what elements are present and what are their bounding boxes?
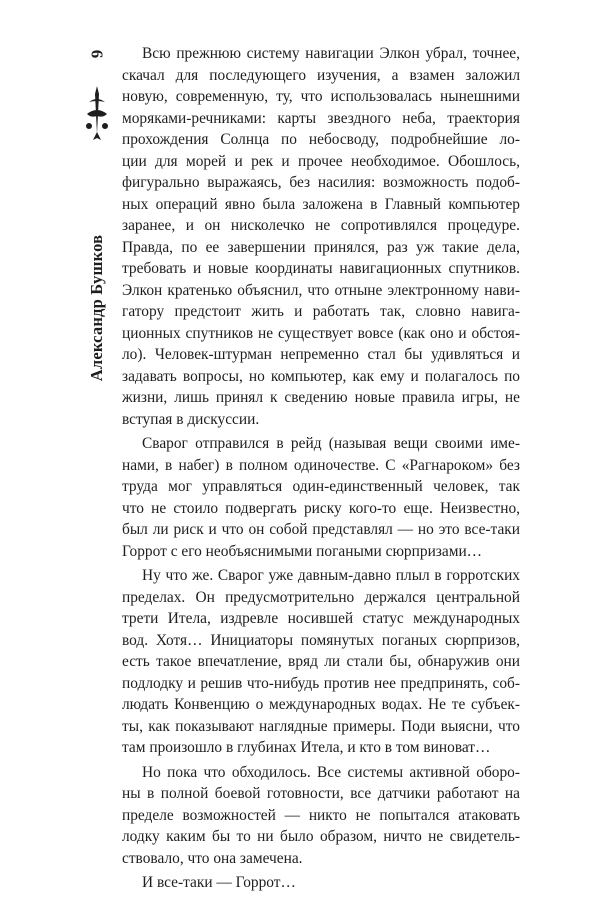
text-line: задавать вопросы, но компьютер, как ему и полагалось по (122, 367, 520, 385)
text-line: пределе возможностей — никто не попытался атаковать (122, 806, 520, 824)
running-head-author: Александр Бушков (87, 234, 106, 382)
text-line: Сварог отправился в рейд (называя вещи своими име- (142, 435, 520, 452)
text-line: был ли риск и что он собой представлял — но это все-таки (122, 521, 520, 538)
body-text (122, 43, 520, 897)
text-line: гатору предстоит жить и работать так, словно навига- (122, 303, 520, 320)
text-line: ствовало, что она замечена. (122, 849, 303, 867)
text-line: прохождения Солнца по небосводу, подробнейшие ло- (122, 131, 520, 148)
text-line: ло). Человек-штурман непременно стал бы удивляться и (122, 346, 520, 363)
text-line: Ну что же. Сварог уже давным-давно плыл в горротских (142, 567, 520, 584)
text-line: ции для морей и рек и прочее необходимое. Обошлось, (122, 152, 520, 170)
text-line: вод. Хотя… Инициаторы помянутых поганых сюрпризов, (122, 631, 520, 649)
text-line: И все-таки — Горрот… (142, 874, 296, 891)
text-line: заранее, и он нисколечко не сопротивлялся процедуре. (122, 217, 520, 234)
text-line: вступая в дискуссии. (122, 410, 260, 428)
text-line: ны в полной боевой готовности, все датчики работают на (122, 785, 520, 802)
paragraph (122, 565, 520, 759)
text-line: фигурально выражаясь, без насилия: возможность подоб- (122, 174, 520, 191)
text-line: Правда, по ее завершении принялся, раз уж такие дела, (122, 238, 520, 256)
text-line: Всю прежнюю систему навигации Элкон убрал, точнее, (142, 45, 520, 62)
text-line: Элкон кратенько объяснил, что отныне электронному нави- (122, 281, 520, 299)
paragraph (122, 43, 520, 430)
text-line: требовать и новые координаты навигационных спутников. (122, 260, 520, 277)
text-line: ных операций явно была заложена в Главный компьютер (122, 195, 520, 213)
text-line: подлодку и решив что-нибудь против нее предпринять, соб- (122, 674, 520, 692)
page-number: 6 (87, 49, 107, 59)
text-line: ты, как показывают наглядные примеры. Поди выясни, что (122, 717, 520, 735)
paragraph (122, 762, 520, 870)
text-line: труда мог управляться один-единственный человек, так (122, 478, 520, 495)
text-line: пределах. Он предусмотрительно держался центральной (122, 588, 520, 606)
text-line: лодку каким бы то ни было образом, ничто не свидетель- (122, 828, 520, 845)
text-line: жизни, лишь принял к сведению новые правила игры, не (122, 389, 520, 406)
text-line: Но пока что обходилось. Все системы активной оборо- (142, 763, 520, 781)
text-line: что не стоило подвергать риску кого-то еще. Неизвестно, (122, 499, 520, 517)
sword-ornament-icon (83, 84, 111, 144)
text-line: нами, в набег) в полном одиночестве. С «Рагнароком» без (122, 456, 520, 474)
text-line: новую, современную, ту, что использовалась нынешними (122, 88, 520, 105)
text-line: трети Итела, издревле носившей статус международных (122, 610, 520, 627)
text-line: моряками-речниками: карты звездного неба, траектория (122, 109, 520, 127)
text-line: ционных спутников не существует вовсе (как оно и обстоя- (122, 324, 520, 342)
paragraph (122, 433, 520, 562)
text-line: есть такое впечатление, вряд ли стали бы, обнаружив они (122, 653, 520, 670)
paragraph (122, 872, 520, 894)
text-line: там произошло в глубинах Итела, и кто в том виноват… (122, 739, 491, 756)
text-line: Горрот с его необъяснимыми погаными сюрпризами… (122, 542, 483, 560)
text-line: скачал для последующего изучения, а взамен заложил (122, 66, 520, 84)
text-line: людать Конвенцию о международных водах. Не те субъек- (122, 696, 520, 713)
